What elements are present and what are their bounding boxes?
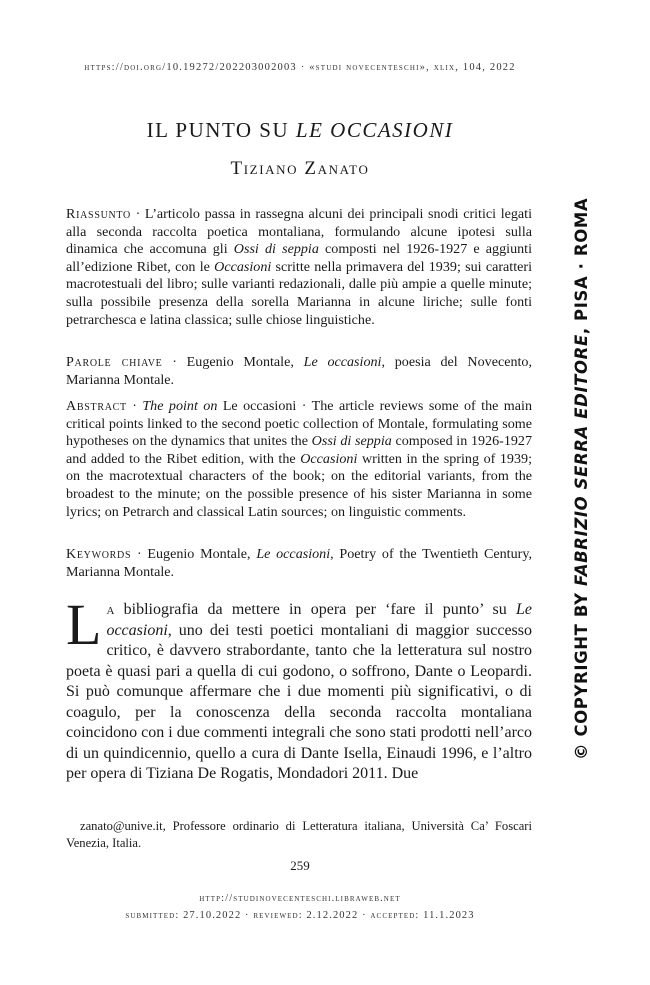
article-title	[0, 118, 600, 143]
abstract-text-0: Le occasioni · The article reviews some of the main critical points linked to the second poetic collection of Montale, formulating some hypotheses on the dynamics that unites the	[66, 398, 532, 450]
copyright-suffix: , PISA · ROMA	[572, 197, 591, 335]
copyright-notice	[570, 197, 594, 760]
submission-dates: submitted: 27.10.2022 · reviewed: 2.12.2022 · accepted: 11.1.2023	[125, 910, 475, 921]
author-footnote	[66, 818, 532, 852]
keywords-paragraph	[66, 546, 532, 581]
keywords-text-1: Eugenio Montale,	[147, 546, 257, 562]
keywords-text-2: , Poetry of the Twentieth Century, Marianna Montale.	[66, 546, 532, 580]
parole-text-2: , poesia del Novecento, Marianna Montale.	[66, 354, 532, 388]
title-prefix: IL PUNTO SU	[146, 118, 296, 142]
abstract-italic-0: The point on	[142, 398, 218, 414]
riassunto-sep: ·	[130, 206, 145, 222]
abstract-text-1: composed in 1926-1927 and added to the Ribet edition, with the	[66, 433, 533, 467]
abstract-paragraph	[66, 398, 532, 521]
keywords-sep: ·	[131, 546, 148, 562]
riassunto-italic-2: Occasioni	[214, 258, 272, 275]
riassunto-paragraph	[66, 206, 532, 329]
abstract-italic-1: Ossi di seppia	[311, 433, 392, 450]
body-smallcaps-start: a	[106, 601, 115, 618]
riassunto-label: Riassunto	[66, 206, 131, 222]
footnote-text: zanato@unive.it, Professore ordinario di Letteratura italiana, Università Ca’ Foscari Venezia, Italia.	[66, 819, 532, 850]
body-text-1: bibliografia da mettere in opera per ‘fare il punto’ su	[114, 601, 516, 618]
doi-header: https://doi.org/10.19272/202203002003 · «studi novecenteschi», xlix, 104, 2022	[84, 62, 516, 73]
abstract-label: Abstract	[66, 398, 127, 414]
page-number: 259	[290, 858, 310, 873]
riassunto-text-1: L’articolo passa in rassegna alcuni dei principali snodi critici legati alla seconda raccolta poetica montaliana, formulando alcune ipotesi sulla dinamica che accomuna gli	[66, 206, 532, 258]
parole-sep: ·	[162, 354, 187, 370]
keywords-label: Keywords	[66, 546, 132, 562]
copyright-publisher: FABRIZIO SERRA EDITORE	[572, 334, 591, 587]
parole-italic-1: Le occasioni	[303, 354, 382, 370]
abstract-italic-2: Occasioni	[300, 450, 358, 467]
copyright-prefix: © COPYRIGHT BY	[572, 586, 591, 760]
riassunto-italic-1: Ossi di seppia	[233, 241, 319, 258]
keywords-italic-1: Le occasioni	[256, 546, 331, 562]
drop-cap: L	[66, 592, 102, 657]
journal-url: http://studinovecenteschi.libraweb.net	[199, 893, 401, 904]
body-italic-1: Le occasioni	[106, 601, 532, 639]
riassunto-text-3: scritte nella primavera del 1939; sui caratteri macrotestuali del libro; sulle varianti redazionali, dalle più ampie a quelle minute; sulla possibile presenza della sorella Marianna in alcune liriche; sulle fonti petrarchesca e latina classica; sulle chiose linguistiche.	[66, 258, 532, 328]
article-author: Tiziano Zanato	[230, 158, 370, 179]
abstract-sep: ·	[126, 398, 143, 414]
parole-text-1: Eugenio Montale,	[186, 354, 304, 370]
body-text-2: , uno dei testi poetici montaliani di maggior successo critico, è davvero strabordante, tanto che la letteratura sul nostro poeta è quasi pari a quella di cui godono, o soffrono, Dante o Leopardi. Si può comunque affermare che i due momenti più significativi, o di coagulo, per la conoscenza della seconda raccolta montaliana coincidono con i due commenti integrali che sono stati prodotti nell’arco di un quindicennio, quello a cura di Dante Isella, Einaudi 1996, e l’altro per opera di Tiziana De Rogatis, Mondadori 2011. Due	[66, 621, 532, 782]
riassunto-text-2: composti nel 1926-1927 e aggiunti all’edizione Ribet, con le	[66, 241, 532, 275]
parole-label: Parole chiave	[66, 354, 163, 370]
title-italic: LE OCCASIONI	[295, 118, 454, 142]
copyright-sidebar	[569, 197, 595, 760]
body-paragraph	[66, 592, 532, 785]
parole-chiave-paragraph	[66, 354, 532, 389]
abstract-text-2: written in the spring of 1939; on the macrotextual characters of the book; on the editorial variants, from the broadest to the minute; on the possible presence of his sister Marianna in some lyrics; on Petrarch and classical Latin sources; on linguistic comments.	[66, 450, 532, 520]
